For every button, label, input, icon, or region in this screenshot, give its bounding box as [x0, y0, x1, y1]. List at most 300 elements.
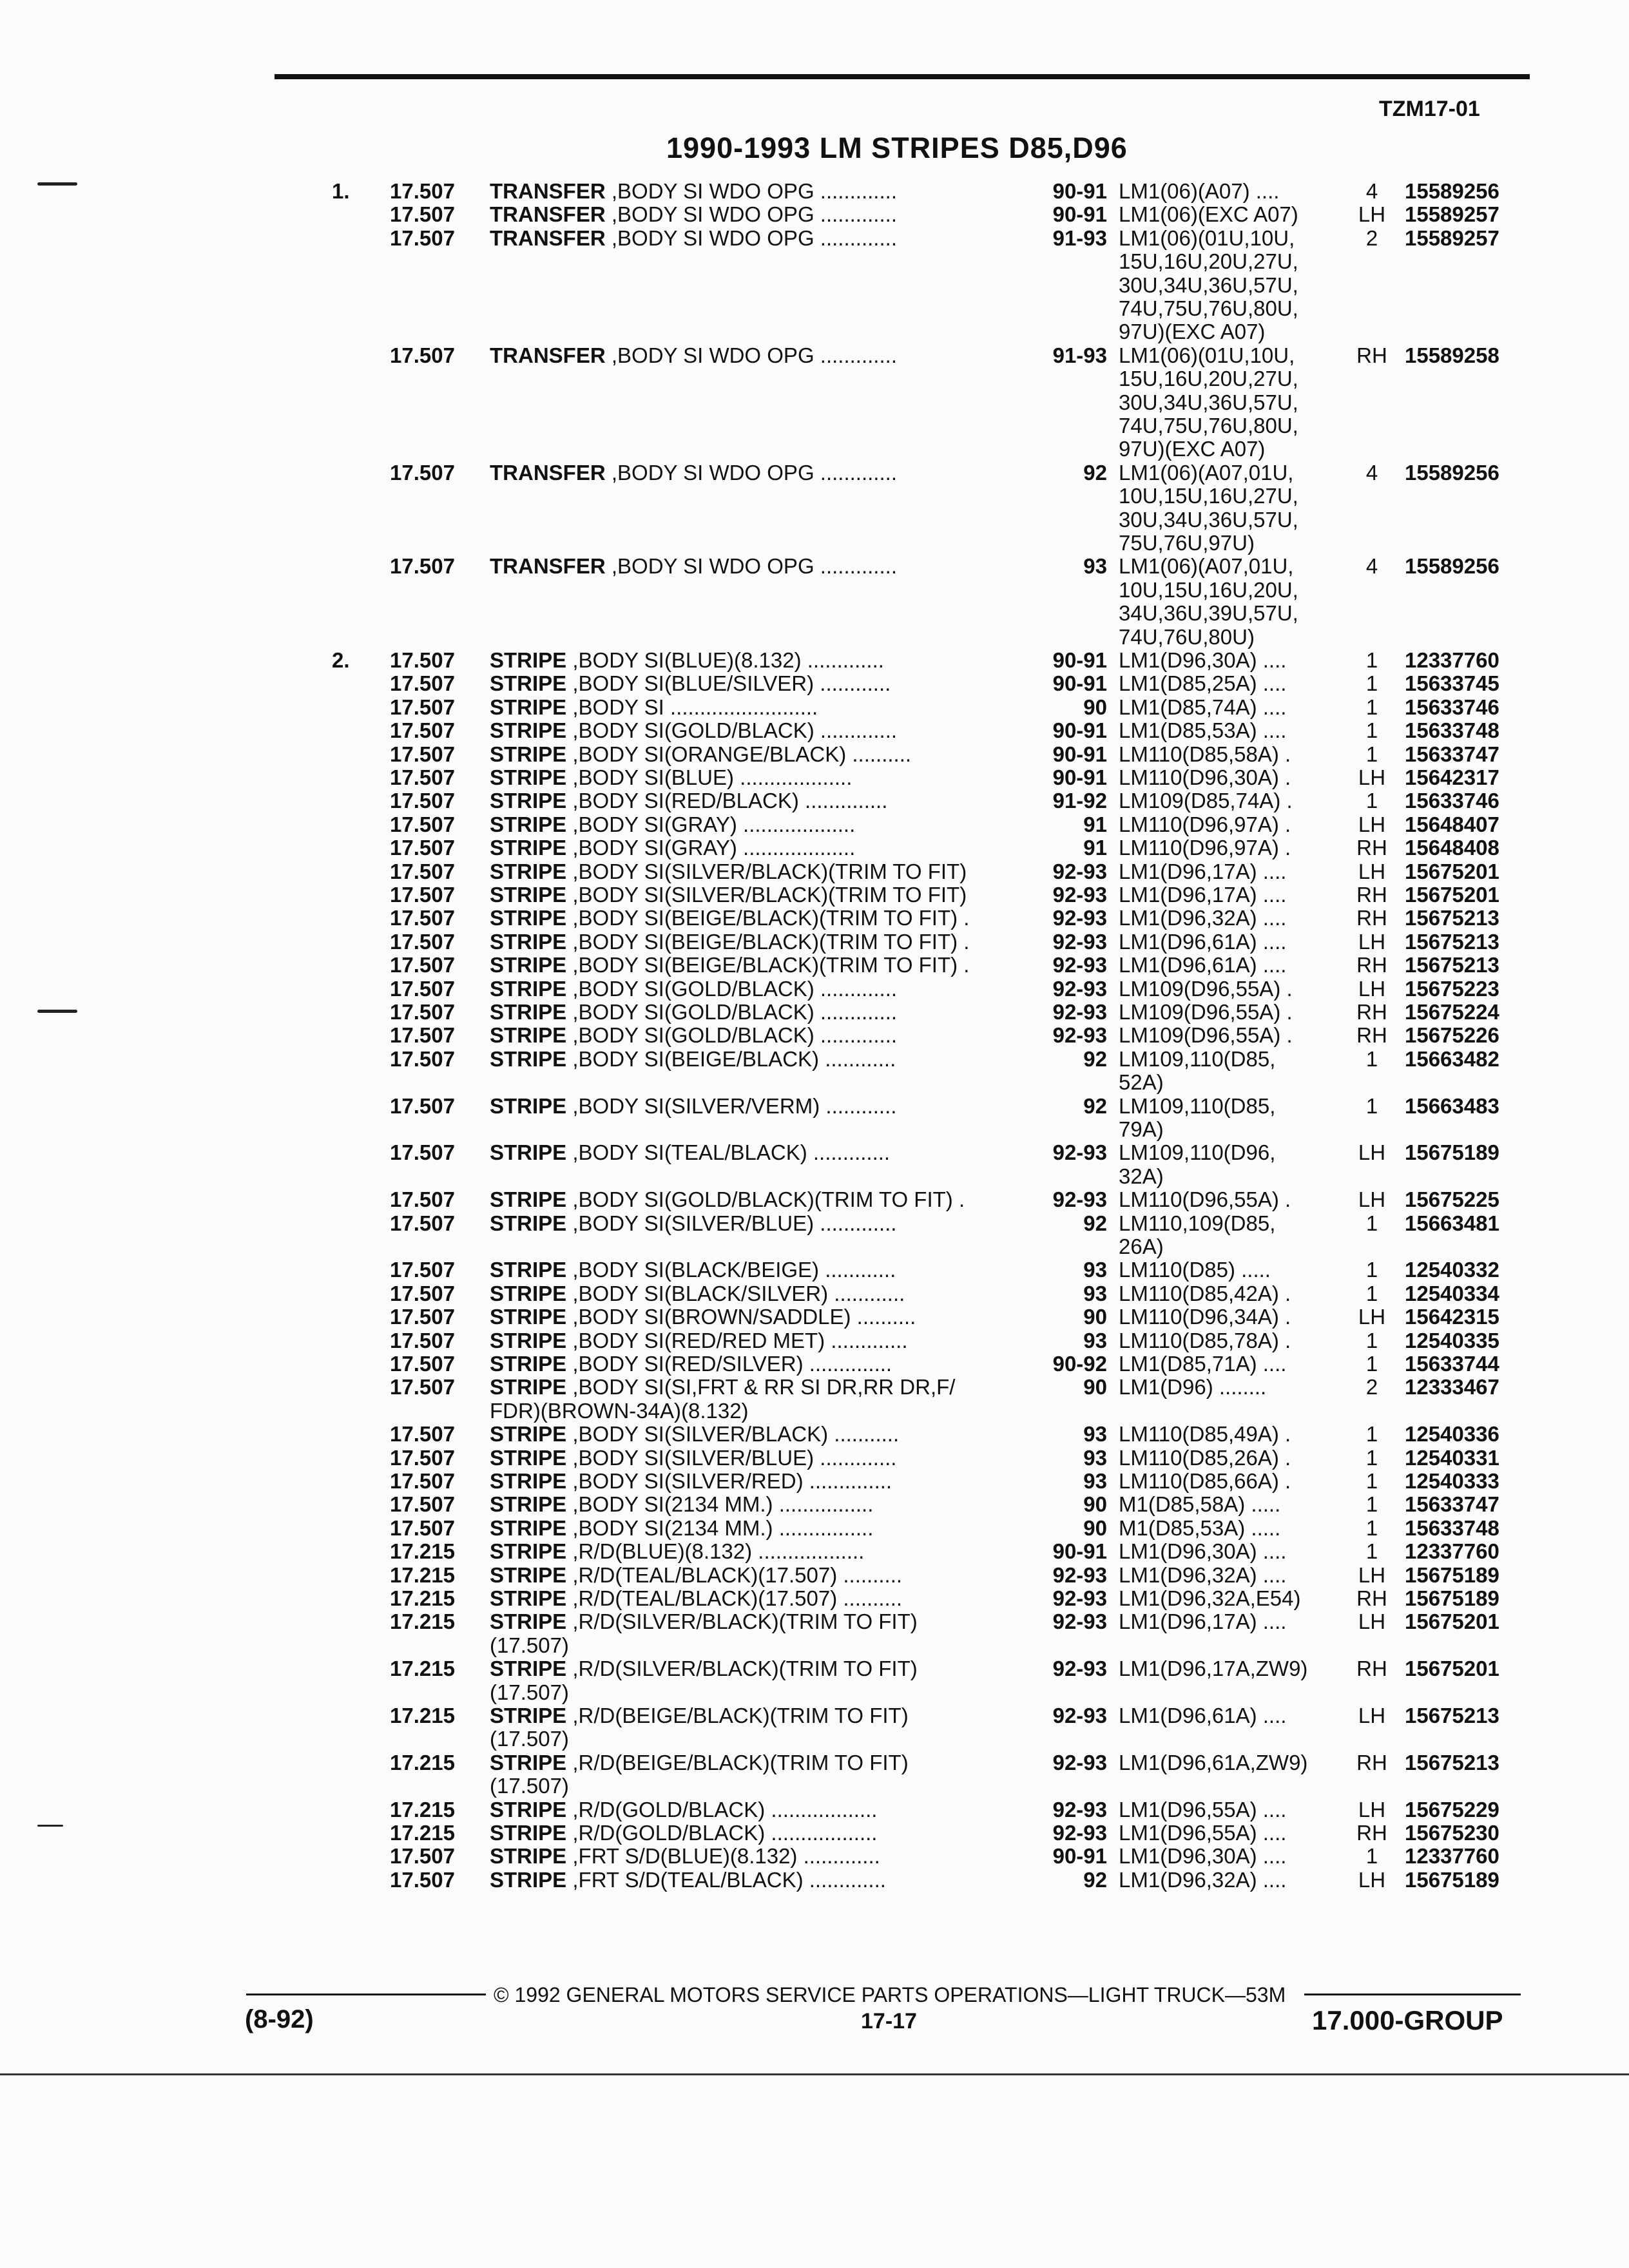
quantity: RH	[1356, 953, 1387, 977]
part-row	[0, 1751, 1629, 1774]
model-usage: LM1(D96) ........	[1119, 1375, 1267, 1399]
part-name: STRIPE	[490, 649, 567, 672]
part-row	[0, 1540, 1629, 1563]
part-detail: ,FRT S/D(BLUE)(8.132)	[566, 1845, 798, 1869]
part-row-continuation	[0, 1634, 1629, 1657]
leader-dots: ..........	[851, 1305, 916, 1329]
part-detail: ,BODY SI(BLUE)	[566, 766, 734, 789]
part-row-continuation	[0, 532, 1629, 555]
quantity: RH	[1356, 906, 1387, 930]
model-years: 93	[1083, 1281, 1107, 1305]
part-description	[490, 696, 1018, 719]
model-usage: LM109(D96,55A) .	[1119, 976, 1293, 1001]
group-number: 17.507	[390, 1140, 455, 1165]
part-description	[490, 954, 1018, 977]
part-detail: ,BODY SI(GRAY)	[566, 812, 737, 836]
model-years: 92	[1083, 1867, 1107, 1892]
model-usage: LM110(D85,26A) .	[1119, 1445, 1291, 1470]
quantity: 4	[1365, 179, 1378, 203]
model-years: 93	[1083, 1258, 1107, 1282]
part-name: TRANSFER	[490, 343, 606, 367]
part-name: STRIPE	[490, 1001, 567, 1024]
model-years: 92	[1083, 1211, 1107, 1235]
leader-dots: ...........	[828, 1423, 900, 1446]
group-number: 17.507	[390, 1352, 455, 1376]
model-usage-continuation: 97U)(EXC A07)	[1119, 320, 1266, 344]
part-detail: ,BODY SI WDO OPG	[605, 461, 815, 485]
part-description	[490, 1423, 1018, 1446]
part-name: STRIPE	[490, 1094, 567, 1118]
part-detail: ,FRT S/D(TEAL/BLACK)	[566, 1868, 804, 1892]
group-number: 17.507	[390, 1328, 455, 1352]
part-name: STRIPE	[490, 954, 567, 977]
model-years: 92-93	[1052, 1704, 1107, 1727]
part-number: 15663482	[1405, 1046, 1499, 1071]
part-description	[490, 743, 1018, 766]
part-number: 15589256	[1405, 460, 1499, 485]
model-usage: LM1(D96,61A) ....	[1119, 929, 1287, 954]
part-description	[490, 789, 1018, 812]
group-number: 17.507	[390, 836, 455, 860]
group-number: 17.215	[390, 1539, 455, 1564]
quantity: LH	[1358, 1187, 1386, 1212]
model-years: 92	[1083, 460, 1107, 485]
model-years: 90	[1083, 695, 1107, 719]
part-number: 15675224	[1405, 1000, 1499, 1024]
part-row-continuation	[0, 297, 1629, 320]
part-description	[490, 719, 1018, 742]
quantity: RH	[1356, 1023, 1387, 1048]
model-years: 92-93	[1052, 1000, 1107, 1024]
group-number: 17.507	[390, 1281, 455, 1305]
group-number: 17.507	[390, 1093, 455, 1118]
part-row-continuation	[0, 579, 1629, 602]
group-number: 17.507	[390, 1422, 455, 1446]
part-description	[490, 672, 1018, 695]
quantity: 4	[1365, 554, 1378, 579]
part-row	[0, 1869, 1629, 1892]
part-row	[0, 930, 1629, 954]
part-number: 15675225	[1405, 1187, 1499, 1212]
part-description	[490, 1517, 1018, 1540]
part-description	[490, 836, 1018, 860]
model-usage: LM1(D85,25A) ....	[1119, 671, 1287, 696]
model-usage: LM1(D96,32A) ....	[1119, 1867, 1287, 1892]
part-row	[0, 743, 1629, 766]
description-continuation: FDR)(BROWN-34A)(8.132)	[490, 1399, 749, 1423]
part-row-continuation	[0, 602, 1629, 625]
part-number: 15675201	[1405, 1657, 1499, 1681]
model-years: 90-91	[1052, 202, 1107, 227]
part-detail: ,BODY SI(BLACK/SILVER)	[566, 1282, 829, 1305]
part-detail: ,R/D(GOLD/BLACK)	[566, 1798, 766, 1821]
model-years: 90-91	[1052, 179, 1107, 203]
quantity: 1	[1365, 1445, 1378, 1470]
model-usage: LM110(D85,49A) .	[1119, 1422, 1291, 1446]
bottom-rule	[0, 2073, 1629, 2075]
quantity: RH	[1356, 1657, 1387, 1681]
part-name: STRIPE	[490, 1821, 567, 1845]
part-detail: ,BODY SI(GOLD/BLACK)	[566, 1001, 815, 1024]
model-years: 93	[1083, 1422, 1107, 1446]
quantity: 1	[1365, 1352, 1378, 1376]
footer-group: 17.000-GROUP	[1312, 2005, 1503, 2035]
model-usage-continuation: 15U,16U,20U,27U,	[1119, 367, 1298, 391]
part-detail: ,BODY SI(SILVER/BLACK)(TRIM TO FIT)	[566, 883, 967, 907]
part-row	[0, 1001, 1629, 1024]
model-usage: LM1(06)(A07) ....	[1119, 179, 1280, 203]
part-description	[490, 1446, 1018, 1470]
model-usage-continuation: 10U,15U,16U,27U,	[1119, 484, 1298, 508]
group-number: 17.215	[390, 1657, 455, 1681]
group-number: 17.507	[390, 695, 455, 719]
model-years: 90-91	[1052, 742, 1107, 766]
part-name: STRIPE	[490, 1845, 567, 1869]
leader-dots: .............	[825, 1329, 908, 1352]
model-years: 92-93	[1052, 1657, 1107, 1681]
model-usage: LM110(D96,97A) .	[1119, 836, 1291, 860]
leader-dots: .............	[814, 719, 898, 743]
model-years: 90	[1083, 1515, 1107, 1540]
model-years: 90-91	[1052, 648, 1107, 672]
model-usage: LM1(D96,32A) ....	[1119, 1562, 1287, 1587]
model-years: 91-92	[1052, 789, 1107, 813]
quantity: 1	[1365, 1258, 1378, 1282]
leader-dots: .	[958, 954, 970, 977]
leader-dots: .............	[814, 226, 897, 250]
part-description	[490, 1282, 1018, 1305]
part-row	[0, 883, 1629, 907]
model-years: 92-93	[1052, 906, 1107, 930]
part-name: STRIPE	[490, 977, 567, 1001]
quantity: 1	[1365, 1515, 1378, 1540]
part-number: 12540332	[1405, 1258, 1499, 1282]
model-usage: LM1(D96,55A) ....	[1119, 1797, 1287, 1821]
part-name: STRIPE	[490, 1352, 567, 1376]
part-detail: ,BODY SI(RED/RED MET)	[566, 1329, 825, 1352]
group-number: 17.507	[390, 202, 455, 227]
quantity: RH	[1356, 1821, 1387, 1845]
model-usage: LM1(D85,53A) ....	[1119, 718, 1287, 743]
part-name: STRIPE	[490, 1516, 567, 1540]
leader-dots: ..................	[765, 1798, 878, 1821]
part-detail: ,BODY SI(BEIGE/BLACK)(TRIM TO FIT)	[566, 954, 958, 977]
quantity: 1	[1365, 1844, 1378, 1869]
part-detail: ,BODY SI(RED/SILVER)	[566, 1352, 804, 1376]
model-years: 92-93	[1052, 953, 1107, 977]
group-number: 17.507	[390, 906, 455, 930]
part-number: 15675201	[1405, 883, 1499, 907]
part-name: STRIPE	[490, 1047, 567, 1071]
part-detail: ,BODY SI(BROWN/SADDLE)	[566, 1305, 851, 1329]
model-usage-continuation: 52A)	[1119, 1070, 1164, 1095]
model-usage-continuation: 26A)	[1119, 1235, 1164, 1258]
part-description	[490, 1657, 1018, 1680]
model-usage: LM109(D96,55A) .	[1119, 1000, 1293, 1024]
part-detail: ,BODY SI(BLUE/SILVER)	[566, 672, 815, 696]
model-usage: LM109(D85,74A) .	[1119, 789, 1293, 813]
part-description	[490, 860, 1018, 883]
model-usage: LM1(06)(01U,10U,	[1119, 343, 1295, 367]
part-detail: ,R/D(TEAL/BLACK)(17.507)	[566, 1563, 838, 1587]
part-detail: ,BODY SI(GOLD/BLACK)	[566, 977, 815, 1001]
model-years: 92-93	[1052, 1187, 1107, 1212]
part-number: 15642315	[1405, 1305, 1499, 1329]
part-number: 15589258	[1405, 343, 1499, 367]
model-usage-continuation: 10U,15U,16U,20U,	[1119, 577, 1298, 602]
part-detail: ,BODY SI WDO OPG	[605, 203, 815, 227]
quantity: RH	[1356, 1586, 1387, 1610]
part-row	[0, 1564, 1629, 1587]
description-continuation: (17.507)	[490, 1680, 569, 1704]
part-description	[490, 1024, 1018, 1047]
part-row	[0, 1258, 1629, 1282]
group-number: 17.507	[390, 1023, 455, 1048]
footer-date: (8-92)	[245, 2005, 314, 2033]
model-usage: LM109(D96,55A) .	[1119, 1023, 1293, 1048]
model-usage: LM1(D96,17A) ....	[1119, 883, 1287, 907]
part-row-continuation	[0, 1071, 1629, 1094]
part-detail: ,R/D(BLUE)(8.132)	[566, 1540, 753, 1564]
part-detail: ,BODY SI(BEIGE/BLACK)(TRIM TO FIT)	[566, 930, 958, 954]
quantity: LH	[1358, 929, 1386, 954]
leader-dots: .............	[803, 1868, 886, 1892]
part-detail: ,R/D(BEIGE/BLACK)(TRIM TO FIT)	[566, 1751, 909, 1774]
part-row-continuation	[0, 1399, 1629, 1423]
model-usage: LM1(D96,32A,E54)	[1119, 1586, 1301, 1610]
group-number: 17.215	[390, 1610, 455, 1634]
part-name: STRIPE	[490, 812, 567, 836]
model-years: 92-93	[1052, 1821, 1107, 1845]
model-years: 92-93	[1052, 976, 1107, 1001]
leader-dots: .............	[814, 1024, 898, 1048]
leader-dots: .............	[814, 977, 898, 1001]
quantity: RH	[1356, 343, 1387, 367]
model-usage-continuation: 15U,16U,20U,27U,	[1119, 249, 1298, 274]
leader-dots: .	[958, 907, 970, 930]
quantity: LH	[1358, 1305, 1386, 1329]
leader-dots: .	[958, 930, 970, 954]
quantity: 2	[1365, 1375, 1378, 1399]
part-row	[0, 1610, 1629, 1633]
part-row-continuation	[0, 437, 1629, 461]
quantity: LH	[1358, 1867, 1386, 1892]
part-name: STRIPE	[490, 1493, 567, 1517]
part-number: 15675213	[1405, 953, 1499, 977]
part-row-continuation	[0, 1727, 1629, 1751]
part-description	[490, 555, 1018, 578]
part-row	[0, 860, 1629, 883]
part-description	[490, 1048, 1018, 1071]
part-detail: ,BODY SI(ORANGE/BLACK)	[566, 742, 847, 766]
part-description	[490, 1188, 1018, 1211]
part-row	[0, 954, 1629, 977]
model-years: 90-91	[1052, 718, 1107, 743]
model-years: 90-92	[1052, 1352, 1107, 1376]
part-description	[490, 1869, 1018, 1892]
part-number: 15589256	[1405, 179, 1499, 203]
group-number: 17.507	[390, 648, 455, 672]
leader-dots: ...................	[737, 836, 856, 860]
model-usage: LM1(D85,74A) ....	[1119, 695, 1287, 719]
leader-dots: ............	[820, 1094, 897, 1118]
quantity: 1	[1365, 718, 1378, 743]
part-name: STRIPE	[490, 1610, 567, 1634]
part-name: STRIPE	[490, 672, 567, 696]
group-number: 17.215	[390, 1704, 455, 1727]
part-row	[0, 1024, 1629, 1047]
part-description	[490, 1821, 1018, 1845]
group-number: 17.507	[390, 1844, 455, 1869]
part-detail: ,BODY SI WDO OPG	[605, 180, 815, 203]
part-number: 12540336	[1405, 1422, 1499, 1446]
part-number: 15633747	[1405, 742, 1499, 766]
leader-dots: ................	[773, 1493, 874, 1517]
model-years: 92-93	[1052, 1140, 1107, 1165]
part-description	[490, 649, 1018, 672]
model-usage: M1(D85,58A) .....	[1119, 1492, 1281, 1517]
part-description	[490, 1329, 1018, 1352]
part-description	[490, 1376, 1018, 1399]
part-number: 15589257	[1405, 226, 1499, 250]
part-name: TRANSFER	[490, 555, 606, 579]
part-name: STRIPE	[490, 836, 567, 860]
part-row	[0, 1587, 1629, 1610]
part-description	[490, 1564, 1018, 1587]
model-years: 90	[1083, 1492, 1107, 1517]
model-years: 92-93	[1052, 1610, 1107, 1634]
part-description	[490, 1751, 1018, 1774]
part-name: STRIPE	[490, 719, 567, 743]
part-number: 15675213	[1405, 1704, 1499, 1727]
part-number: 15633745	[1405, 671, 1499, 696]
part-description	[490, 1845, 1018, 1868]
model-years: 92	[1083, 1046, 1107, 1071]
leader-dots: ................	[773, 1516, 874, 1540]
part-number: 15675223	[1405, 976, 1499, 1001]
part-row-continuation	[0, 485, 1629, 508]
part-row	[0, 1305, 1629, 1329]
quantity: 1	[1365, 1422, 1378, 1446]
part-name: STRIPE	[490, 1446, 567, 1470]
leader-dots: .............	[814, 180, 897, 203]
group-number: 17.507	[390, 1867, 455, 1892]
part-number: 15633748	[1405, 718, 1499, 743]
leader-dots: .............	[797, 1845, 880, 1869]
part-number: 15648407	[1405, 812, 1499, 836]
part-row	[0, 555, 1629, 578]
group-number: 17.507	[390, 460, 455, 485]
footer-copyright: © 1992 GENERAL MOTORS SERVICE PARTS OPERATIONS—LIGHT TRUCK—53M	[494, 1983, 1286, 2006]
model-usage-continuation: 30U,34U,36U,57U,	[1119, 273, 1298, 297]
group-number: 17.507	[390, 765, 455, 789]
part-detail: ,BODY SI(SILVER/RED)	[566, 1470, 804, 1493]
leader-dots: .............	[814, 203, 897, 227]
part-number: 15675201	[1405, 859, 1499, 883]
part-row	[0, 1352, 1629, 1376]
leader-dots: ...................	[737, 812, 856, 836]
part-row	[0, 1704, 1629, 1727]
leader-dots: .............	[814, 461, 897, 485]
leader-dots: .............	[814, 1211, 897, 1235]
model-usage: LM109,110(D85,	[1119, 1093, 1276, 1118]
quantity: 1	[1365, 648, 1378, 672]
part-row	[0, 719, 1629, 742]
part-description	[490, 461, 1018, 485]
quantity: 1	[1365, 1281, 1378, 1305]
model-years: 92	[1083, 1093, 1107, 1118]
model-usage: LM110(D85,58A) .	[1119, 742, 1291, 766]
leader-dots: ............	[828, 1282, 905, 1305]
part-name: STRIPE	[490, 1211, 567, 1235]
quantity: LH	[1358, 1140, 1386, 1165]
model-years: 90-91	[1052, 765, 1107, 789]
part-detail: ,R/D(SILVER/BLACK)(TRIM TO FIT)	[566, 1610, 918, 1634]
part-detail: ,BODY SI(GRAY)	[566, 836, 737, 860]
quantity: 1	[1365, 671, 1378, 696]
model-years: 91-93	[1052, 226, 1107, 250]
part-number: 15663481	[1405, 1211, 1499, 1235]
part-number: 15633747	[1405, 1492, 1499, 1517]
part-row	[0, 696, 1629, 719]
part-row	[0, 1212, 1629, 1235]
part-name: STRIPE	[490, 789, 567, 813]
part-name: STRIPE	[490, 1141, 567, 1165]
part-description	[490, 930, 1018, 954]
group-number: 17.507	[390, 226, 455, 250]
part-row	[0, 1845, 1629, 1868]
part-number: 15675213	[1405, 1750, 1499, 1774]
model-usage-continuation: 97U)(EXC A07)	[1119, 437, 1266, 461]
part-number: 15642317	[1405, 765, 1499, 789]
part-description	[490, 1587, 1018, 1610]
quantity: RH	[1356, 1000, 1387, 1024]
model-usage: LM110(D85) .....	[1119, 1258, 1271, 1282]
part-row	[0, 461, 1629, 485]
part-row	[0, 1048, 1629, 1071]
part-detail: ,BODY SI WDO OPG	[605, 555, 815, 579]
quantity: RH	[1356, 883, 1387, 907]
part-detail: ,BODY SI(2134 MM.)	[566, 1516, 773, 1540]
part-number: 12337760	[1405, 1844, 1499, 1869]
part-number: 15633744	[1405, 1352, 1499, 1376]
quantity: 1	[1365, 1328, 1378, 1352]
part-name: TRANSFER	[490, 180, 606, 203]
model-usage: LM1(06)(EXC A07)	[1119, 202, 1298, 227]
part-row	[0, 1493, 1629, 1516]
quantity: LH	[1358, 859, 1386, 883]
part-detail: ,BODY SI(2134 MM.)	[566, 1493, 773, 1517]
model-years: 92-93	[1052, 1562, 1107, 1587]
part-row	[0, 1470, 1629, 1493]
model-usage: LM1(D96,17A) ....	[1119, 859, 1287, 883]
part-detail: ,BODY SI(BEIGE/BLACK)	[566, 1047, 820, 1071]
part-row-continuation	[0, 1774, 1629, 1798]
model-years: 92-93	[1052, 1586, 1107, 1610]
part-row-continuation	[0, 414, 1629, 437]
part-row-continuation	[0, 320, 1629, 343]
part-number: 15589257	[1405, 202, 1499, 227]
quantity: 1	[1365, 695, 1378, 719]
part-description	[490, 227, 1018, 250]
part-name: STRIPE	[490, 907, 567, 930]
part-detail: ,BODY SI(TEAL/BLACK)	[566, 1141, 807, 1165]
model-years: 90	[1083, 1305, 1107, 1329]
part-number: 15675201	[1405, 1610, 1499, 1634]
part-row	[0, 1446, 1629, 1470]
part-name: STRIPE	[490, 742, 567, 766]
model-years: 92-93	[1052, 1750, 1107, 1774]
